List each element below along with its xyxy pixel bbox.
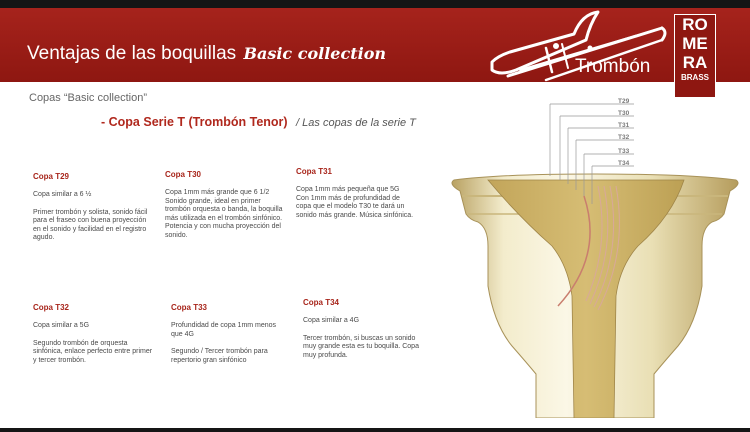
logo-text-4: BRASS (680, 73, 709, 82)
cup-card-description: Segundo trombón de orquesta sinfónica, enlace perfecto entre primer y tercer trombón. (33, 339, 153, 364)
cup-label-t30: T30 (618, 110, 630, 117)
cup-label-t29: T29 (618, 98, 630, 105)
cup-label-t32: T32 (618, 134, 630, 141)
logo-text-1: RO (682, 15, 708, 34)
instrument-label: Trombón (575, 56, 651, 77)
series-heading (101, 113, 416, 131)
cup-card-title: Copa T34 (303, 298, 340, 307)
cup-label-t34: T34 (618, 160, 630, 167)
cup-card-t31 (296, 167, 414, 220)
series-note: / Las copas de la serie T (296, 117, 416, 129)
cup-card-t33 (171, 303, 289, 365)
cup-card-title: Copa T31 (296, 167, 333, 176)
logo-text-2: ME (682, 34, 708, 53)
cup-card-similar: Copa 1mm más grande que 6 1/2 (165, 189, 270, 196)
page-title-text: Ventajas de las boquillas (27, 43, 237, 64)
cup-label-t33: T33 (618, 148, 630, 155)
bottom-border (0, 428, 750, 432)
series-title: - Copa Serie T (Trombón Tenor) (101, 115, 288, 129)
page-title-collection: Basic collection (243, 44, 386, 63)
cup-card-similar: Copa similar a 4G (303, 317, 360, 324)
cup-card-t29 (33, 172, 151, 243)
logo-text-3: RA (682, 53, 708, 72)
cup-card-description: Sonido grande, ideal en primer trombón orquesta o banda, la boquilla más utilizada en el trombón sinfónico. Potencia y con mucha proyección del sonido. (165, 197, 283, 239)
cup-card-description: Con 1mm más de profundidad de copa que el modelo T30 te dará un sonido más grande. Música sinfónica. (296, 194, 414, 219)
cup-card-similar: Copa similar a 5G (33, 322, 90, 329)
cup-card-title: Copa T29 (33, 172, 70, 181)
section-subtitle: Copas “Basic collection” (29, 92, 147, 104)
cup-card-title: Copa T30 (165, 170, 202, 179)
cup-label-t31: T31 (618, 122, 630, 129)
cup-card-title: Copa T32 (33, 303, 70, 312)
cup-card-similar: Profundidad de copa 1mm menos que 4G (171, 322, 277, 338)
cup-card-title: Copa T33 (171, 303, 208, 312)
cup-card-similar: Copa similar a 6 ½ (33, 191, 92, 198)
cup-card-description: Primer trombón y solista, sonido fácil para el fraseo con buena proyección en el sonido y facilidad en el registro agudo. (33, 208, 148, 241)
cup-card-similar: Copa 1mm más pequeña que 5G (296, 186, 400, 193)
mouthpiece-diagram (440, 96, 750, 418)
cup-card-description: Segundo / Tercer trombón para repertorio gran sinfónico (171, 348, 268, 364)
romera-brass-logo (674, 14, 716, 98)
cup-card-t34 (303, 298, 421, 360)
cup-card-t30 (165, 170, 283, 240)
cup-card-t32 (33, 303, 153, 365)
top-border (0, 0, 750, 8)
cup-card-description: Tercer trombón, si buscas un sonido muy grande esta es tu boquilla. Copa muy profunda. (303, 334, 419, 359)
page-title (27, 43, 386, 65)
